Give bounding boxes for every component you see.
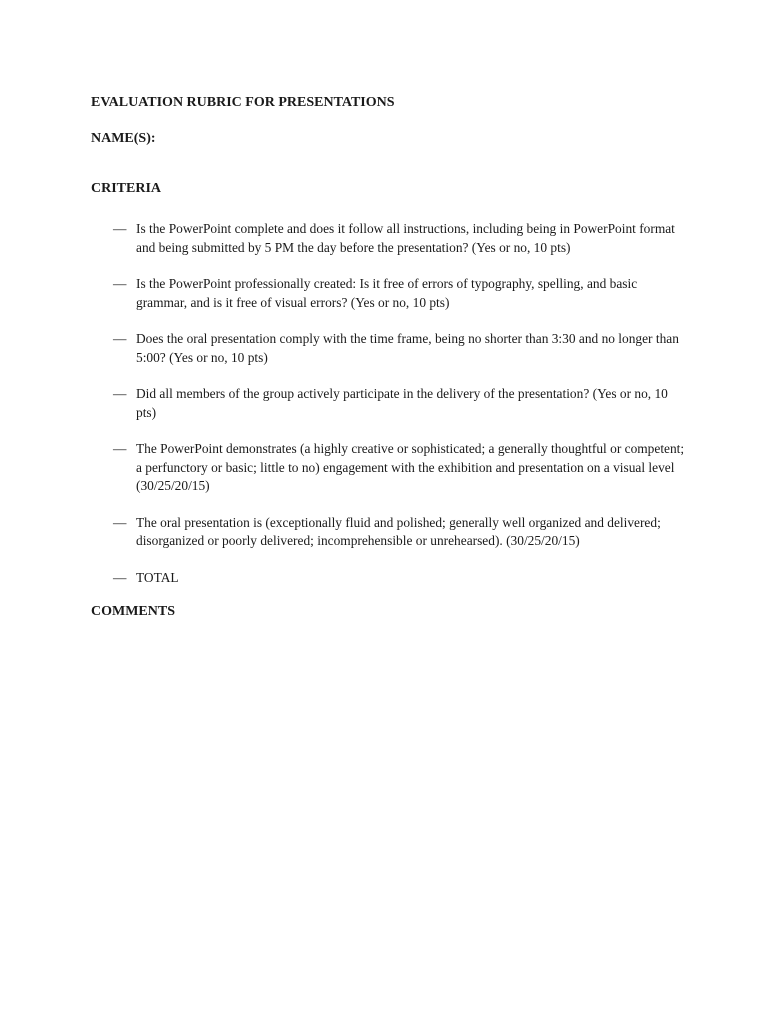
criteria-item-text: Is the PowerPoint complete and does it follow all instructions, including being in PowerPoint format and being submitted by 5 PM the day before the presentation? (Yes or no, 10 pts) [136, 221, 675, 255]
total-label: TOTAL [136, 569, 179, 585]
total-item [91, 569, 690, 588]
criteria-item [91, 330, 690, 367]
criteria-item-text: Is the PowerPoint professionally created: Is it free of errors of typography, spelling, and basic grammar, and is it free of visual errors? (Yes or no, 10 pts) [136, 276, 638, 310]
dash-bullet: — [113, 276, 127, 291]
criteria-item-text: The oral presentation is (exceptionally fluid and polished; generally well organized and delivered; disorganized or poorly delivered; incomprehensible or unrehearsed). (30/25/20/15) [136, 514, 661, 548]
criteria-item [91, 275, 690, 312]
criteria-item [91, 514, 690, 551]
dash-bullet: — [113, 331, 127, 346]
criteria-list [91, 220, 690, 587]
criteria-heading: CRITERIA [91, 181, 162, 196]
dash-bullet: — [113, 514, 127, 530]
criteria-item [91, 385, 690, 422]
dash-bullet: — [113, 441, 127, 456]
names-label: NAME(S): [91, 131, 156, 146]
criteria-item-text: The PowerPoint demonstrates (a highly creative or sophisticated; a generally thoughtful or competent; a perfunctory or basic; little to no) engagement with the exhibition and presentation on a visual level (30/25/20/15) [136, 441, 685, 493]
criteria-item-text: Does the oral presentation comply with the time frame, being no shorter than 3:30 and no longer than 5:00? (Yes or no, 10 pts) [136, 331, 679, 365]
criteria-item [91, 440, 690, 496]
criteria-item-text: Did all members of the group actively participate in the delivery of the presentation? (Yes or no, 10 pts) [136, 386, 668, 420]
document-title: EVALUATION RUBRIC FOR PRESENTATIONS [91, 95, 395, 110]
dash-bullet: — [113, 386, 127, 401]
dash-bullet: — [113, 569, 127, 585]
comments-heading: COMMENTS [91, 604, 175, 619]
dash-bullet: — [113, 221, 127, 236]
criteria-item [91, 220, 690, 257]
